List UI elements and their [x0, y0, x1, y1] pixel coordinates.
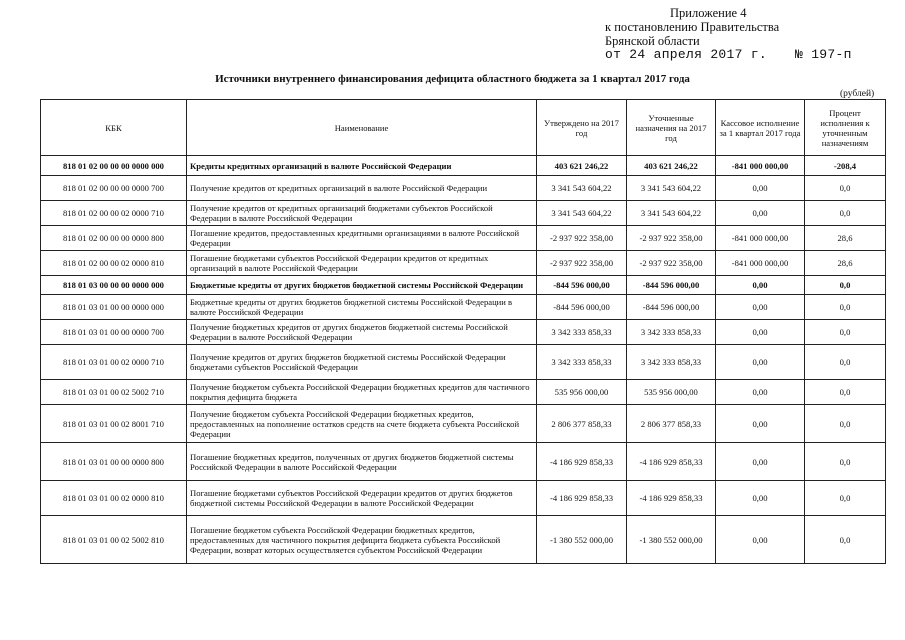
name-cell: Получение кредитов от других бюджетов бюджетной системы Российской Федерации бюджетами субъектов Российской Федерации	[187, 345, 537, 380]
approved-cell: 535 956 000,00	[537, 380, 627, 405]
percent-cell: 0,0	[805, 176, 886, 201]
decree-number: № 197-п	[795, 47, 852, 62]
refined-cell: -1 380 552 000,00	[627, 516, 716, 564]
kbk-cell: 818 01 02 00 00 02 0000 710	[41, 201, 187, 226]
executed-cell: 0,00	[716, 380, 805, 405]
table-row	[41, 345, 886, 380]
approved-cell: 2 806 377 858,33	[537, 405, 627, 443]
percent-cell: 0,0	[805, 201, 886, 226]
refined-cell: 3 342 333 858,33	[627, 320, 716, 345]
table-body	[41, 156, 886, 564]
kbk-cell: 818 01 03 01 00 00 0000 800	[41, 443, 187, 481]
refined-cell: -844 596 000,00	[627, 295, 716, 320]
name-cell: Бюджетные кредиты от других бюджетов бюджетной системы Российской Федерации в валюте Российской Федерации	[187, 295, 537, 320]
name-cell: Погашение бюджетами субъектов Российской Федерации кредитов от кредитных организаций в валюте Российской Федерации	[187, 251, 537, 276]
appendix-line: к постановлению Правительства	[605, 20, 780, 34]
percent-cell: 0,0	[805, 516, 886, 564]
refined-cell: -2 937 922 358,00	[627, 226, 716, 251]
name-cell: Погашение бюджетом субъекта Российской Федерации бюджетных кредитов, предоставленных для частичного покрытия дефицита бюджета субъекта Российской Федерации, возврат которых осуществляется субъектом Российской Федерации	[187, 516, 537, 564]
approved-cell: -844 596 000,00	[537, 276, 627, 295]
table-row	[41, 176, 886, 201]
name-cell: Получение кредитов от кредитных организаций бюджетами субъектов Российской Федерации в валюте Российской Федерации	[187, 201, 537, 226]
table-row	[41, 405, 886, 443]
kbk-cell: 818 01 03 01 00 02 5002 810	[41, 516, 187, 564]
table-row	[41, 380, 886, 405]
percent-cell: 0,0	[805, 405, 886, 443]
approved-cell: -844 596 000,00	[537, 295, 627, 320]
executed-cell: -841 000 000,00	[716, 251, 805, 276]
approved-cell: -2 937 922 358,00	[537, 251, 627, 276]
kbk-cell: 818 01 02 00 00 00 0000 700	[41, 176, 187, 201]
approved-cell: -4 186 929 858,33	[537, 443, 627, 481]
refined-cell: 403 621 246,22	[627, 156, 716, 176]
approved-cell: 3 341 543 604,22	[537, 201, 627, 226]
financing-sources-table	[40, 99, 886, 564]
table-row	[41, 156, 886, 176]
executed-cell: 0,00	[716, 405, 805, 443]
kbk-cell: 818 01 02 00 00 02 0000 810	[41, 251, 187, 276]
refined-cell: -2 937 922 358,00	[627, 251, 716, 276]
executed-cell: 0,00	[716, 176, 805, 201]
table-row	[41, 481, 886, 516]
executed-cell: -841 000 000,00	[716, 156, 805, 176]
executed-cell: -841 000 000,00	[716, 226, 805, 251]
approved-cell: -2 937 922 358,00	[537, 226, 627, 251]
table-row	[41, 201, 886, 226]
refined-cell: 3 341 543 604,22	[627, 201, 716, 226]
appendix-date-line	[605, 48, 905, 62]
table-header-row	[41, 100, 886, 156]
name-cell: Погашение кредитов, предоставленных кредитными организациями в валюте Российской Федерации	[187, 226, 537, 251]
approved-cell: -1 380 552 000,00	[537, 516, 627, 564]
approved-cell: -4 186 929 858,33	[537, 481, 627, 516]
percent-cell: 0,0	[805, 380, 886, 405]
refined-cell: -4 186 929 858,33	[627, 443, 716, 481]
executed-cell: 0,00	[716, 345, 805, 380]
executed-cell: 0,00	[716, 201, 805, 226]
appendix-line: Приложение 4	[670, 6, 747, 20]
name-cell: Получение бюджетом субъекта Российской Федерации бюджетных кредитов, предоставленных на пополнение остатков средств на счете бюджета субъекта Российской Федерации	[187, 405, 537, 443]
percent-cell: 0,0	[805, 276, 886, 295]
executed-cell: 0,00	[716, 276, 805, 295]
refined-cell: -4 186 929 858,33	[627, 481, 716, 516]
table-row	[41, 251, 886, 276]
approved-cell: 403 621 246,22	[537, 156, 627, 176]
percent-cell: 0,0	[805, 481, 886, 516]
table-row	[41, 295, 886, 320]
executed-cell: 0,00	[716, 516, 805, 564]
name-cell: Кредиты кредитных организаций в валюте Российской Федерации	[187, 156, 537, 176]
refined-cell: 3 341 543 604,22	[627, 176, 716, 201]
document-title: Источники внутреннего финансирования дефицита областного бюджета за 1 квартал 2017 года	[215, 73, 690, 85]
column-header-kbk: КБК	[41, 100, 187, 156]
percent-cell: 0,0	[805, 443, 886, 481]
refined-cell: -844 596 000,00	[627, 276, 716, 295]
unit-label: (рублей)	[840, 89, 875, 99]
name-cell: Получение кредитов от кредитных организаций в валюте Российской Федерации	[187, 176, 537, 201]
kbk-cell: 818 01 03 00 00 00 0000 000	[41, 276, 187, 295]
executed-cell: 0,00	[716, 320, 805, 345]
kbk-cell: 818 01 03 01 00 00 0000 000	[41, 295, 187, 320]
column-header-name: Наименование	[187, 100, 537, 156]
table-row	[41, 226, 886, 251]
kbk-cell: 818 01 03 01 00 02 8001 710	[41, 405, 187, 443]
executed-cell: 0,00	[716, 481, 805, 516]
kbk-cell: 818 01 03 01 00 02 0000 710	[41, 345, 187, 380]
refined-cell: 3 342 333 858,33	[627, 345, 716, 380]
appendix-header	[605, 6, 905, 62]
refined-cell: 535 956 000,00	[627, 380, 716, 405]
percent-cell: 28,6	[805, 226, 886, 251]
name-cell: Получение бюджетом субъекта Российской Федерации бюджетных кредитов для частичного покрытия дефицита бюджета	[187, 380, 537, 405]
table-row	[41, 320, 886, 345]
name-cell: Получение бюджетных кредитов от других бюджетов бюджетной системы Российской Федерации в валюте Российской Федерации	[187, 320, 537, 345]
executed-cell: 0,00	[716, 295, 805, 320]
kbk-cell: 818 01 03 01 00 02 0000 810	[41, 481, 187, 516]
kbk-cell: 818 01 03 01 00 02 5002 710	[41, 380, 187, 405]
table-row	[41, 276, 886, 295]
appendix-line: Брянской области	[605, 34, 700, 48]
column-header-executed: Кассовое исполнение за 1 квартал 2017 года	[716, 100, 805, 156]
table-row	[41, 516, 886, 564]
approved-cell: 3 342 333 858,33	[537, 345, 627, 380]
percent-cell: 0,0	[805, 345, 886, 380]
percent-cell: 0,0	[805, 320, 886, 345]
approved-cell: 3 342 333 858,33	[537, 320, 627, 345]
decree-date: от 24 апреля 2017 г.	[605, 47, 768, 62]
name-cell: Бюджетные кредиты от других бюджетов бюджетной системы Российской Федерации	[187, 276, 537, 295]
kbk-cell: 818 01 02 00 00 00 0000 800	[41, 226, 187, 251]
approved-cell: 3 341 543 604,22	[537, 176, 627, 201]
refined-cell: 2 806 377 858,33	[627, 405, 716, 443]
column-header-approved: Утверждено на 2017 год	[537, 100, 627, 156]
percent-cell: 28,6	[805, 251, 886, 276]
column-header-percent: Процент исполнения к уточненным назначениям	[805, 100, 886, 156]
kbk-cell: 818 01 02 00 00 00 0000 000	[41, 156, 187, 176]
name-cell: Погашение бюджетами субъектов Российской Федерации кредитов от других бюджетов бюджетной системы Российской Федерации в валюте Российской Федерации	[187, 481, 537, 516]
executed-cell: 0,00	[716, 443, 805, 481]
percent-cell: -208,4	[805, 156, 886, 176]
column-header-refined: Уточненные назначения на 2017 год	[627, 100, 716, 156]
table-row	[41, 443, 886, 481]
percent-cell: 0,0	[805, 295, 886, 320]
name-cell: Погашение бюджетных кредитов, полученных от других бюджетов бюджетной системы Российской Федерации в валюте Российской Федерации	[187, 443, 537, 481]
kbk-cell: 818 01 03 01 00 00 0000 700	[41, 320, 187, 345]
